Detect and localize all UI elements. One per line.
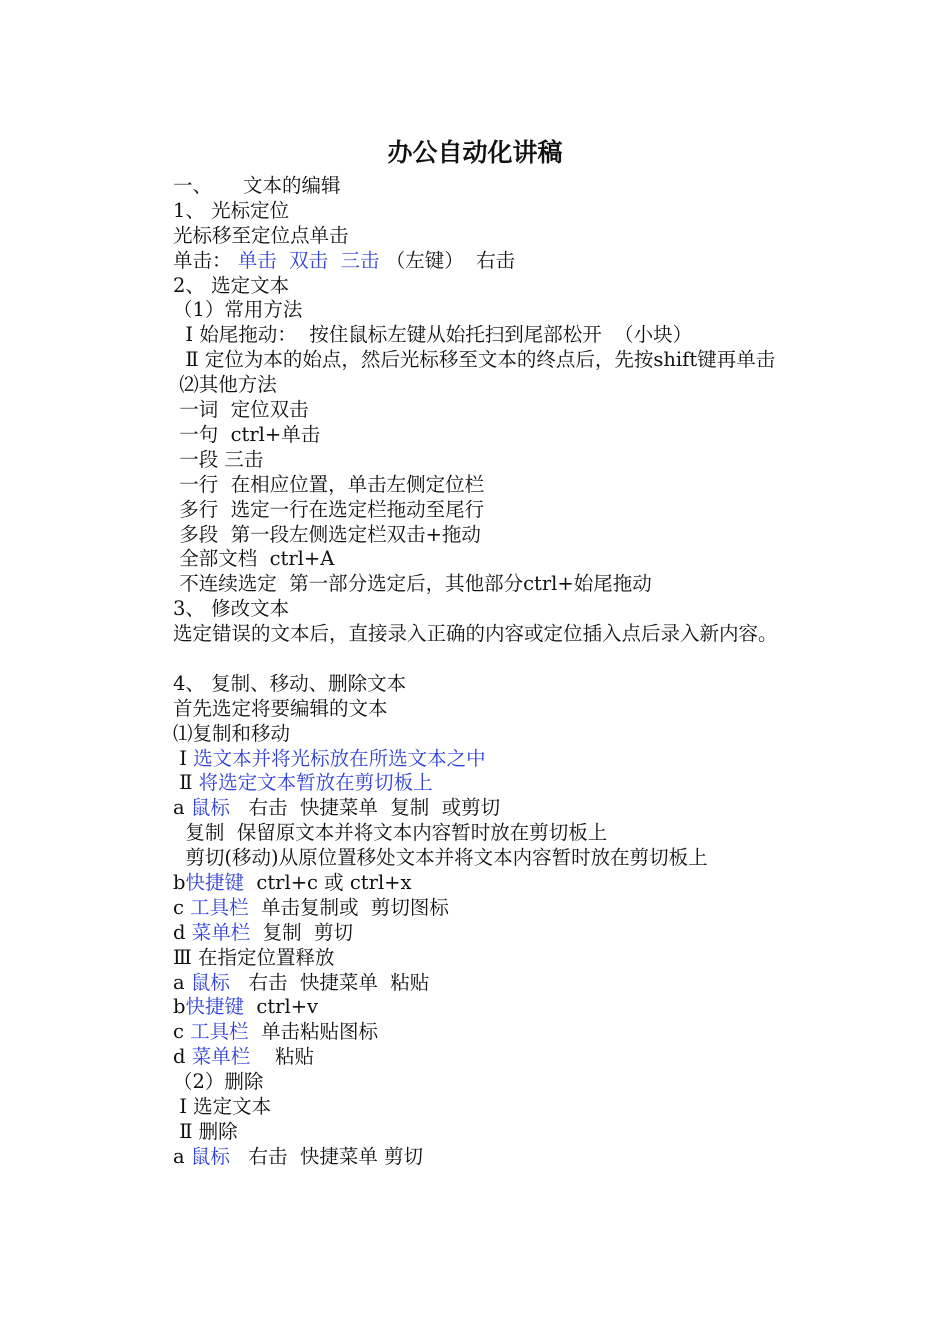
line-text: 4、 复制、移动、删除文本 — [173, 671, 407, 695]
line-text: （2）删除 — [173, 1070, 264, 1094]
line-text: 复制 保留原文本并将文本内容暂时放在剪切板上 — [173, 821, 608, 845]
line-text: 光标移至定位点单击 — [173, 223, 349, 247]
text-line — [173, 722, 813, 747]
text-line — [173, 249, 813, 274]
highlighted-text: 鼠标 — [190, 970, 230, 994]
line-text: d — [173, 1045, 192, 1069]
text-line — [173, 174, 813, 199]
text-line — [173, 1120, 813, 1145]
text-line — [173, 597, 813, 622]
line-text: ctrl+v — [244, 995, 319, 1019]
text-line — [173, 871, 813, 896]
line-text: Ⅲ 在指定位置释放 — [173, 945, 335, 969]
text-line — [173, 771, 813, 796]
text-line — [173, 896, 813, 921]
text-line — [173, 373, 813, 398]
text-line — [173, 547, 813, 572]
highlighted-text: 快捷键 — [185, 870, 244, 894]
highlighted-text: 选文本并将光标放在所选文本之中 — [193, 746, 486, 770]
text-line — [173, 622, 813, 647]
text-line — [173, 199, 813, 224]
line-text: ⑴复制和移动 — [173, 721, 291, 745]
highlighted-text: 鼠标 — [190, 796, 230, 820]
line-text: 一、 文本的编辑 — [173, 174, 341, 197]
text-line — [173, 971, 813, 996]
line-text: a — [173, 1144, 191, 1168]
line-text: a — [173, 970, 191, 994]
highlighted-text: 快捷键 — [185, 995, 244, 1019]
line-text: 单击复制或 剪切图标 — [248, 895, 449, 919]
text-line — [173, 298, 813, 323]
text-line — [173, 796, 813, 821]
text-line — [173, 747, 813, 772]
highlighted-text: 将选定文本暂放在剪切板上 — [198, 771, 433, 795]
line-text: 右击 快捷菜单 复制 或剪切 — [229, 796, 501, 820]
line-text: c — [173, 895, 191, 919]
line-text: （左键） 右击 — [379, 248, 516, 272]
text-line — [173, 1095, 813, 1120]
text-line — [173, 323, 813, 348]
line-text: ⑵其他方法 — [173, 373, 277, 397]
line-text: Ⅱ 定位为本的始点，然后光标移至文本的终点后，先按shift键再单击 — [173, 348, 776, 372]
text-line — [173, 523, 813, 548]
text-line — [173, 348, 813, 373]
document-title: 办公自动化讲稿 — [387, 138, 563, 167]
line-text: Ⅱ — [173, 771, 199, 795]
line-text: 不连续选定 第一部分选定后，其他部分ctrl+始尾拖动 — [173, 572, 652, 596]
line-text: 选定错误的文本后，直接录入正确的内容或定位插入点后录入新内容。 — [173, 622, 778, 646]
text-line — [173, 572, 813, 597]
line-text: a — [173, 796, 191, 820]
line-text: 多段 第一段左侧选定栏双击+拖动 — [173, 522, 481, 546]
highlighted-text: 鼠标 — [190, 1144, 230, 1168]
text-line — [173, 697, 813, 722]
line-text: 一句 ctrl+单击 — [173, 422, 321, 446]
text-line — [173, 448, 813, 473]
text-line — [173, 647, 813, 672]
highlighted-text: 单击 双击 三击 — [237, 248, 380, 272]
line-text: 单击粘贴图标 — [248, 1020, 379, 1044]
highlighted-text: 工具栏 — [190, 895, 249, 919]
highlighted-text: 菜单栏 — [191, 920, 251, 944]
line-text: b — [173, 995, 186, 1019]
line-text: 全部文档 ctrl+A — [173, 547, 335, 571]
text-line — [173, 1070, 813, 1095]
line-text: c — [173, 1020, 191, 1044]
text-line — [173, 921, 813, 946]
line-text: 首先选定将要编辑的文本 — [173, 696, 388, 720]
text-line — [173, 224, 813, 249]
text-line — [173, 946, 813, 971]
line-text: 一词 定位双击 — [173, 398, 309, 422]
text-line — [173, 498, 813, 523]
text-line — [173, 846, 813, 871]
line-text: 剪切(移动)从原位置移处文本并将文本内容暂时放在剪切板上 — [173, 846, 708, 870]
text-line — [173, 473, 813, 498]
line-text: Ⅰ 选定文本 — [173, 1095, 272, 1118]
line-text: 一段 三击 — [173, 447, 264, 471]
text-line — [173, 423, 813, 448]
line-text: Ⅱ 删除 — [173, 1119, 238, 1143]
line-text: 2、 选定文本 — [173, 273, 290, 297]
line-text: 3、 修改文本 — [173, 597, 290, 621]
text-line — [173, 398, 813, 423]
line-text: 右击 快捷菜单 剪切 — [229, 1144, 424, 1168]
line-text: （1）常用方法 — [173, 298, 303, 322]
highlighted-text: 菜单栏 — [191, 1045, 251, 1069]
line-text: Ⅰ — [173, 746, 194, 770]
line-text: d — [173, 920, 192, 944]
text-line — [173, 1020, 813, 1045]
line-text: 粘贴 — [250, 1045, 314, 1069]
text-line — [173, 821, 813, 846]
line-text: 一行 在相应位置，单击左侧定位栏 — [173, 472, 485, 496]
line-text: b — [173, 870, 186, 894]
line-text: Ⅰ 始尾拖动： 按住鼠标左键从始托扫到尾部松开 （小块） — [173, 323, 693, 347]
line-text: 右击 快捷菜单 粘贴 — [229, 970, 430, 994]
line-text: 多行 选定一行在选定栏拖动至尾行 — [173, 497, 485, 521]
text-line — [173, 995, 813, 1020]
line-text: 单击： — [173, 248, 238, 272]
text-line — [173, 1045, 813, 1070]
document-body — [173, 174, 813, 1170]
text-line — [173, 1145, 813, 1170]
text-line — [173, 274, 813, 299]
text-line — [173, 672, 813, 697]
highlighted-text: 工具栏 — [190, 1020, 249, 1044]
line-text: ctrl+c 或 ctrl+x — [244, 870, 412, 894]
line-text: 复制 剪切 — [250, 920, 353, 944]
line-text: 1、 光标定位 — [173, 198, 290, 222]
